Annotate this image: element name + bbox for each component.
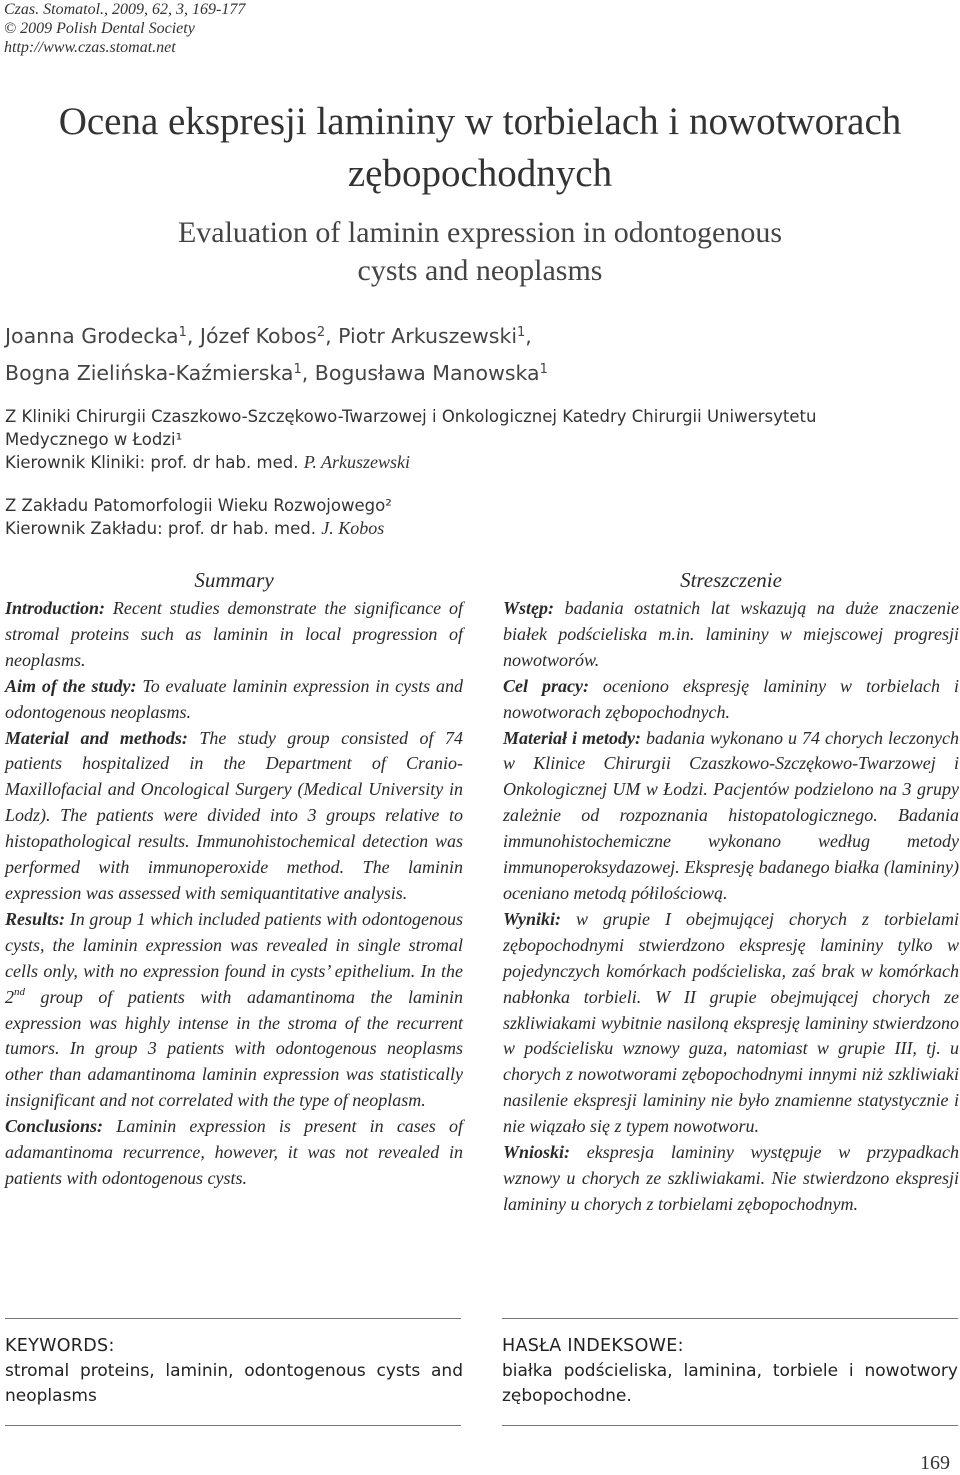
streszczenie-heading: Streszczenie <box>680 568 782 592</box>
author-name: Bogna Zielińska-Kaźmierska <box>5 361 294 385</box>
author-affiliation-mark: 1 <box>293 362 302 377</box>
keywords-block <box>5 1334 463 1409</box>
streszczenie-aim <box>503 674 959 726</box>
journal-copyright-line: © 2009 Polish Dental Society <box>4 20 195 37</box>
section-text: group of patients with adamantinoma the laminin expression was highly intense in the stroma of the recurrent tumors. In group 3 patients with odontogenous neoplasms other than adamantinoma laminin expression was statistically insignificant and not correlated with the type of neoplasm. <box>5 986 463 1111</box>
section-label: Material and methods: <box>5 727 188 748</box>
keywords-heading: KEYWORDS: <box>5 1336 115 1356</box>
affiliation-head <box>5 451 816 474</box>
keywords-text: stromal proteins, laminin, odontogenous cysts and neoplasms <box>5 1361 463 1406</box>
hasla-heading: HASŁA INDEKSOWE: <box>502 1336 684 1356</box>
summary-introduction <box>5 596 463 674</box>
summary-heading: Summary <box>194 568 274 592</box>
author-name: Joanna Grodecka <box>5 324 179 348</box>
affiliation-1 <box>5 405 816 474</box>
affiliation-line: Z Zakładu Patomorfologii Wieku Rozwojowego² <box>5 496 392 515</box>
journal-url-line: http://www.czas.stomat.net <box>4 39 176 56</box>
author-separator: , <box>525 324 532 348</box>
section-text: oceniono ekspresję lamininy w torbielach i nowotworach zębopochodnych. <box>503 675 959 722</box>
affiliation-head-name: P. Arkuszewski <box>303 452 411 472</box>
section-text: w grupie I obejmującej chorych z torbielami zębopochodnymi stwierdzono ekspresję lamininy tylko w pojedynczych komórkach podścieliska, zaś brak w komórkach nabłonka torbieli. W II grupie obejmującej chorych ze szkliwiakami wybitnie nasiloną ekspresję lamininy stwierdzono w podścielisku wznowy guza, natomiast w grupie III, tj. u chorych z nowotworami zębopochodnymi innymi niż szkliwiaki nasilenie ekspresji lamininy nie było znamienne statystycznie i nie wiązało się z typem nowotworu. <box>503 908 959 1137</box>
streszczenie-conclusions <box>503 1140 959 1218</box>
author-affiliation-mark: 1 <box>517 325 526 340</box>
author-affiliation-mark: 2 <box>316 325 326 340</box>
keywords-bottom-rule <box>5 1425 461 1426</box>
section-label: Wyniki: <box>503 908 562 929</box>
summary-column <box>5 566 463 1192</box>
author-line-1 <box>5 316 548 353</box>
hasla-block <box>502 1334 958 1409</box>
section-label: Conclusions: <box>5 1116 104 1137</box>
affiliation-head <box>5 517 392 540</box>
section-label: Materiał i metody: <box>503 727 642 748</box>
hasla-top-rule <box>502 1318 958 1319</box>
article-title-english <box>0 214 960 290</box>
author-name: , Bogusława Manowska <box>301 361 540 385</box>
title-pl-line-1: Ocena ekspresji lamininy w torbielach i nowotworach <box>58 100 902 143</box>
article-title-polish <box>0 96 960 200</box>
affiliation-head-prefix: Kierownik Zakładu: prof. dr hab. med. <box>5 519 322 538</box>
title-en-line-1: Evaluation of laminin expression in odontogenous <box>177 216 783 249</box>
author-line-2 <box>5 353 548 390</box>
affiliation-line: Z Kliniki Chirurgii Czaszkowo-Szczękowo-Twarzowej i Onkologicznej Katedry Chirurgii Uniwersytetu <box>5 407 817 426</box>
author-name: , Józef Kobos <box>186 324 317 348</box>
author-name: , Piotr Arkuszewski <box>325 324 518 348</box>
section-label: Wstęp: <box>503 598 554 618</box>
section-label: Introduction: <box>5 598 106 618</box>
affiliation-head-name: J. Kobos <box>321 518 385 538</box>
author-affiliation-mark: 1 <box>178 325 187 340</box>
section-text: Laminin expression is present in cases of adamantinoma recurrence, however, it was not revealed in patients with odontogenous cysts. <box>5 1116 463 1188</box>
section-label: Results: <box>5 908 66 929</box>
streszczenie-results <box>503 907 959 1140</box>
ordinal-suffix: nd <box>14 985 25 998</box>
section-label: Cel pracy: <box>503 675 589 696</box>
summary-results <box>5 907 463 1114</box>
section-text: To evaluate laminin expression in cysts and odontogenous neoplasms. <box>5 675 463 722</box>
author-list <box>5 316 548 390</box>
summary-methods <box>5 726 463 907</box>
affiliation-line: Medycznego w Łodzi¹ <box>5 430 183 449</box>
title-pl-line-2: zębopochodnych <box>347 152 613 195</box>
section-label: Aim of the study: <box>5 675 137 696</box>
journal-citation <box>4 0 245 57</box>
keywords-top-rule <box>5 1318 461 1319</box>
streszczenie-introduction <box>503 596 959 674</box>
section-text: Recent studies demonstrate the significance of stromal proteins such as laminin in local progression of neoplasms. <box>5 598 463 670</box>
streszczenie-column <box>503 566 959 1218</box>
streszczenie-methods <box>503 726 959 907</box>
section-text: ekspresja lamininy występuje w przypadkach wznowy u chorych ze szkliwiakami. Nie stwierdzono ekspresji lamininy u chorych z torbielami zębopochodnym. <box>503 1142 959 1214</box>
hasla-text: białka podścieliska, laminina, torbiele i nowotwory zębopochodne. <box>502 1361 958 1406</box>
section-text: badania ostatnich lat wskazują na duże znaczenie białek podścieliska m.in. lamininy w miejscowej progresji nowotworów. <box>503 598 959 670</box>
affiliation-head-prefix: Kierownik Kliniki: prof. dr hab. med. <box>5 453 304 472</box>
hasla-bottom-rule <box>502 1425 958 1426</box>
section-text: In group 1 which included patients with odontogenous cysts, the laminin expression was revealed in single stromal cells only, with no expression found in cysts’ epithelium. In the 2 <box>5 908 463 1007</box>
summary-aim <box>5 674 463 726</box>
summary-conclusions <box>5 1114 463 1192</box>
page-number: 169 <box>920 1452 950 1474</box>
affiliation-2 <box>5 494 392 540</box>
title-en-line-2: cysts and neoplasms <box>357 254 603 287</box>
section-text: The study group consisted of 74 patients hospitalized in the Department of Cranio-Maxillofacial and Oncological Surgery (Medical University in Lodz). The patients were divided into 3 groups relative to histopathological results. Immunohistochemical detection was performed with immunoperoxide method. The laminin expression was assessed with semiquantitative analysis. <box>5 727 464 903</box>
section-text: badania wykonano u 74 chorych leczonych w Klinice Chirurgii Czaszkowo-Szczękowo-Twarzowej i Onkologicznej UM w Łodzi. Pacjentów podzielono na 3 grupy zależnie od rozpoznania histopatologicznego. Badania immunohistochemiczne wykonano według metody immunoperoksydazowej. Ekspresję badanego białka (lamininy) oceniano metodą półilościową. <box>503 727 960 903</box>
author-affiliation-mark: 1 <box>539 362 548 377</box>
journal-citation-line: Czas. Stomatol., 2009, 62, 3, 169-177 <box>4 1 246 18</box>
section-label: Wnioski: <box>503 1142 571 1163</box>
